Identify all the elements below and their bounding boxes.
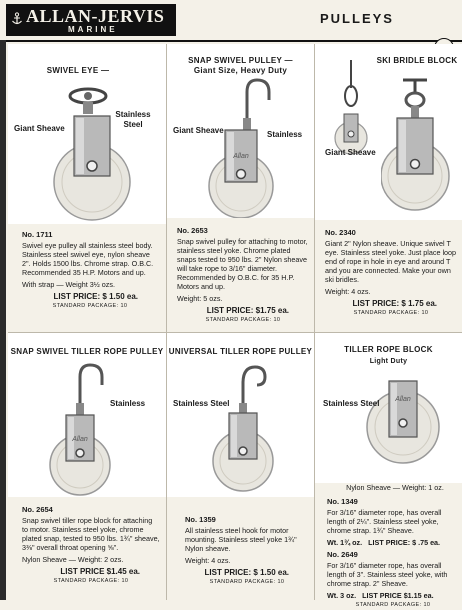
page-header (0, 0, 462, 42)
item-description: Giant 2" Nylon sheave. Unique swivel T eye. Stainless steel yoke. Just place loop end of rope in hole in eye and around T and you are connected. Make your own ski bridles. (325, 239, 457, 284)
item-description: For 3/16" diameter rope, has overall length of 2¼". Stainless steel yoke, chrome strap. 1¾" Sheave. (327, 508, 442, 535)
list-price: LIST PRICE: $ 1.75 ea. (352, 299, 437, 308)
material-callout: Stainless Steel (173, 399, 230, 408)
product-subtitle: Giant Size, Heavy Duty (193, 66, 288, 75)
item-number: No. 1359 (185, 515, 216, 524)
product-title: SNAP SWIVEL TILLER ROPE PULLEY (10, 347, 164, 356)
item-weight (327, 538, 459, 547)
product-text (327, 497, 459, 610)
product-card (315, 333, 462, 608)
yoke-engraving: Allan (233, 153, 249, 160)
product-title: UNIVERSAL TILLER ROPE PULLEY (168, 347, 313, 356)
product-card (8, 44, 166, 332)
item-number: No. 2340 (325, 228, 356, 237)
product-text (22, 230, 158, 311)
product-card (8, 333, 166, 600)
item-number: No. 2653 (177, 226, 208, 235)
item-description: For 3/16" diameter rope, has overall length of 3". Stainless steel yoke, with chrome strap. 2" Sheave. (327, 561, 448, 588)
item-weight-value: Wt. 1¾ oz. (327, 538, 363, 547)
standard-package: STANDARD PACKAGE: 10 (353, 310, 429, 316)
list-price: LIST PRICE: $ 1.50 ea. (204, 568, 289, 577)
material-callout: Stainless Steel (323, 399, 380, 408)
item-weight-value: Wt. 3 oz. (327, 591, 357, 600)
standard-package: STANDARD PACKAGE: 10 (53, 578, 129, 584)
item-weight: With strap — Weight 3½ ozs. (22, 280, 115, 289)
tiller-rope-block-image (363, 373, 453, 483)
item-weight: Weight: 4 ozs. (325, 287, 371, 296)
sheave-callout: Giant Sheave (325, 148, 376, 157)
product-card (167, 44, 314, 332)
sheave-callout: Giant Sheave (14, 124, 65, 133)
product-title: SWIVEL EYE — (46, 66, 110, 75)
standard-package: STANDARD PACKAGE: 10 (52, 303, 128, 309)
product-title: SKI BRIDLE BLOCK (376, 56, 458, 65)
standard-package: STANDARD PACKAGE: 10 (209, 579, 285, 585)
list-price: LIST PRICE: $1.75 ea. (206, 306, 289, 315)
product-text (22, 505, 160, 586)
snap-swivel-tiller-pulley-image (38, 361, 128, 497)
item-description: All stainless steel hook for motor mounting. Stainless steel yoke 1¾" Nylon sheave. (185, 526, 297, 553)
item-weight: Weight: 5 ozs. (177, 294, 223, 303)
brand-logo (6, 4, 176, 36)
standard-package: STANDARD PACKAGE: 10 (205, 317, 281, 323)
item-weight (327, 591, 459, 600)
item-weight: Nylon Sheave — Weight: 2 ozs. (22, 555, 124, 564)
page-edge (0, 40, 6, 600)
section-title: PULLEYS (320, 11, 394, 26)
item-number: No. 1711 (22, 230, 53, 239)
ski-bridle-block-image (381, 70, 461, 220)
product-text (177, 226, 309, 325)
list-price: LIST PRICE $1.45 ea. (60, 567, 140, 576)
sheave-callout: Giant Sheave (173, 126, 224, 135)
item-number: No. 2654 (22, 505, 53, 514)
item-description: Snap swivel pulley for attaching to motor, stainless steel yoke. Chrome plated snaps tested to 950 lbs. 2" Nylon sheave will take rope to 3/16" diameter. Recommended by O.B.C. for 35 H.P. Motors and up. (177, 237, 308, 291)
item-description: Swivel eye pulley all stainless steel body. Stainless steel swivel eye, nylon sheave 2". Holds 1500 lbs. Chrome strap. O.B.C. Recommended 35 H.P. Motors and up. (22, 241, 154, 277)
anchor-icon (11, 12, 23, 26)
product-text (185, 515, 309, 587)
product-subtitle: Light Duty (369, 358, 408, 365)
yoke-engraving: Allan (72, 436, 88, 443)
item-description: Snap swivel tiller rope block for attaching to motor. Stainless steel yoke, chrome plated snap, tested to 950 lbs. 1¾" sheave, 3⅜" overall throat opening ⅝". (22, 516, 160, 552)
item-number: No. 2649 (327, 550, 358, 559)
material-callout: Stainless Steel (115, 110, 151, 129)
list-price: LIST PRICE $1.15 ea. (362, 591, 434, 600)
yoke-engraving: Allan (395, 396, 411, 403)
swivel-eye-pulley-image (48, 86, 144, 222)
material-callout: Stainless (110, 399, 146, 408)
material-callout: Stainless (267, 130, 303, 139)
product-title: SNAP SWIVEL PULLEY — (188, 56, 293, 65)
brand-sub: MARINE (68, 25, 118, 34)
universal-tiller-pulley-image (207, 361, 287, 497)
item-number: No. 1349 (327, 497, 358, 506)
product-title: TILLER ROPE BLOCK (344, 345, 433, 354)
item-weight: Weight: 4 ozs. (185, 556, 231, 565)
product-card (167, 333, 314, 600)
product-text (325, 228, 457, 318)
brand-name: ALLAN-JERVIS (26, 6, 165, 26)
standard-package: STANDARD PACKAGE: 10 (355, 602, 431, 608)
list-price: LIST PRICE: $ 1.50 ea. (53, 292, 138, 301)
image-caption: Nylon Sheave — Weight: 1 oz. (346, 483, 444, 492)
snap-swivel-pulley-image (197, 78, 287, 218)
list-price: LIST PRICE: $ .75 ea. (368, 538, 441, 547)
product-card (315, 44, 462, 332)
